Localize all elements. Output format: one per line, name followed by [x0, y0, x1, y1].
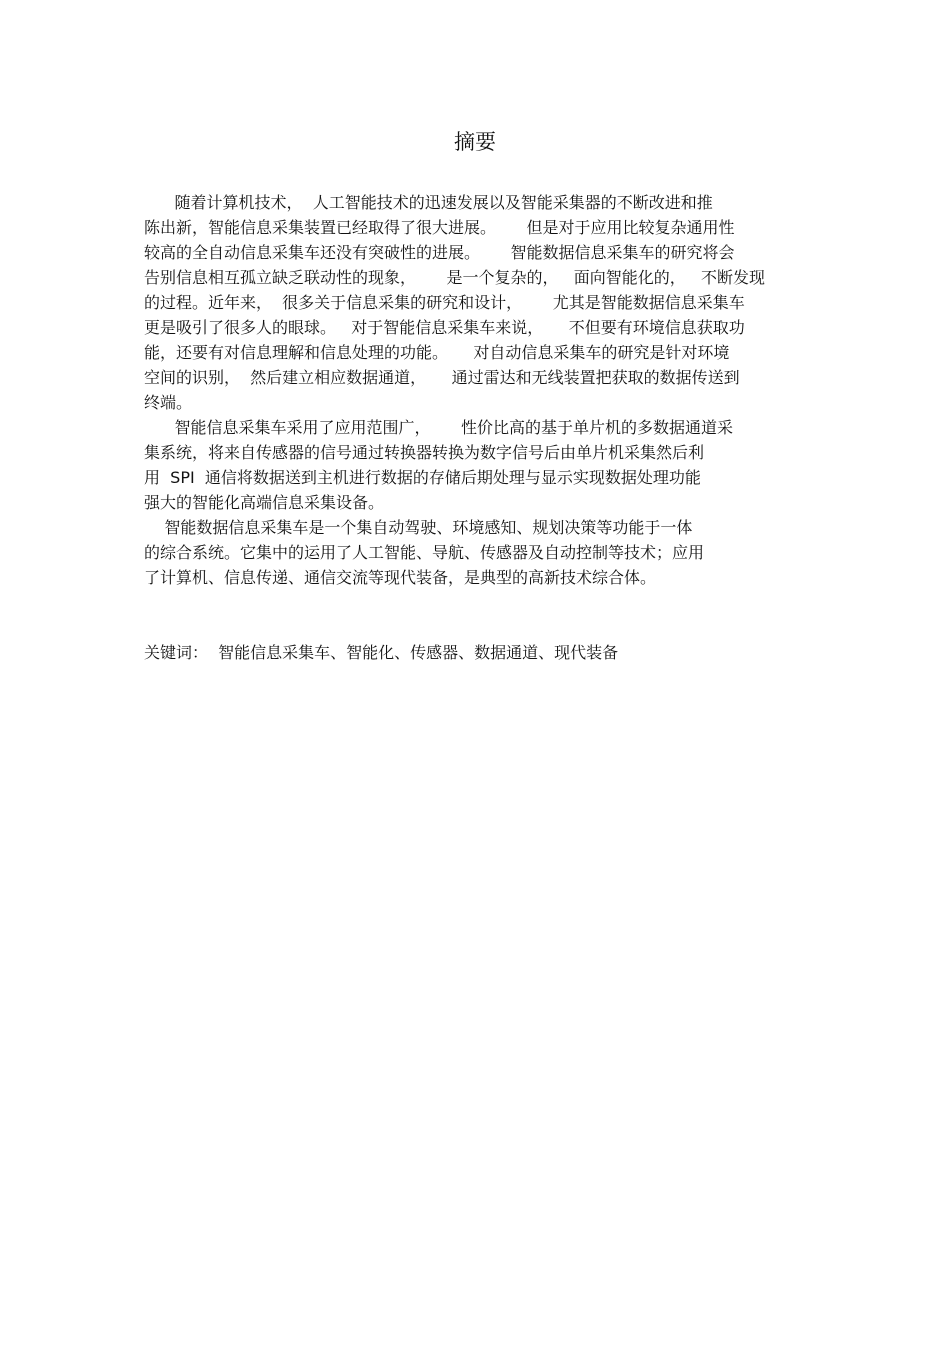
abstract-line: 用 SPI 通信将数据送到主机进行数据的存储后期处理与显示实现数据处理功能 — [144, 468, 701, 487]
abstract-line: 陈出新，智能信息采集装置已经取得了很大进展。 但是对于应用比较复杂通用性 — [144, 218, 735, 237]
abstract-line: 空间的识别， 然后建立相应数据通道， 通过雷达和无线装置把获取的数据传送到 — [144, 368, 740, 387]
abstract-line: 集系统，将来自传感器的信号通过转换器转换为数字信号后由单片机采集然后利 — [144, 443, 705, 462]
abstract-line: 强大的智能化高端信息采集设备。 — [144, 493, 385, 512]
abstract-line: 的综合系统。它集中的运用了人工智能、导航、传感器及自动控制等技术；应用 — [144, 543, 705, 562]
abstract-line: 更是吸引了很多人的眼球。 对于智能信息采集车来说， 不但要有环境信息获取功 — [144, 318, 745, 337]
abstract-line: 能，还要有对信息理解和信息处理的功能。 对自动信息采集车的研究是针对环境 — [144, 343, 730, 362]
keywords-line: 关键词： 智能信息采集车、智能化、传感器、数据通道、现代装备 — [144, 643, 619, 662]
abstract-title: 摘要 — [454, 130, 496, 154]
abstract-line: 的过程。近年来， 很多关于信息采集的研究和设计， 尤其是智能数据信息采集车 — [144, 293, 745, 312]
abstract-line: 较高的全自动信息采集车还没有突破性的进展。 智能数据信息采集车的研究将会 — [144, 243, 735, 262]
abstract-line: 智能数据信息采集车是一个集自动驾驶、环境感知、规划决策等功能于一体 — [144, 518, 693, 537]
abstract-line: 终端。 — [144, 393, 193, 412]
abstract-line: 告别信息相互孤立缺乏联动性的现象， 是一个复杂的， 面向智能化的， 不断发现 — [144, 268, 766, 287]
abstract-line: 了计算机、信息传递、通信交流等现代装备，是典型的高新技术综合体。 — [144, 568, 657, 587]
abstract-line: 随着计算机技术， 人工智能技术的迅速发展以及智能采集器的不断改进和推 — [144, 193, 713, 212]
abstract-line: 智能信息采集车采用了应用范围广， 性价比高的基于单片机的多数据通道采 — [144, 418, 734, 437]
